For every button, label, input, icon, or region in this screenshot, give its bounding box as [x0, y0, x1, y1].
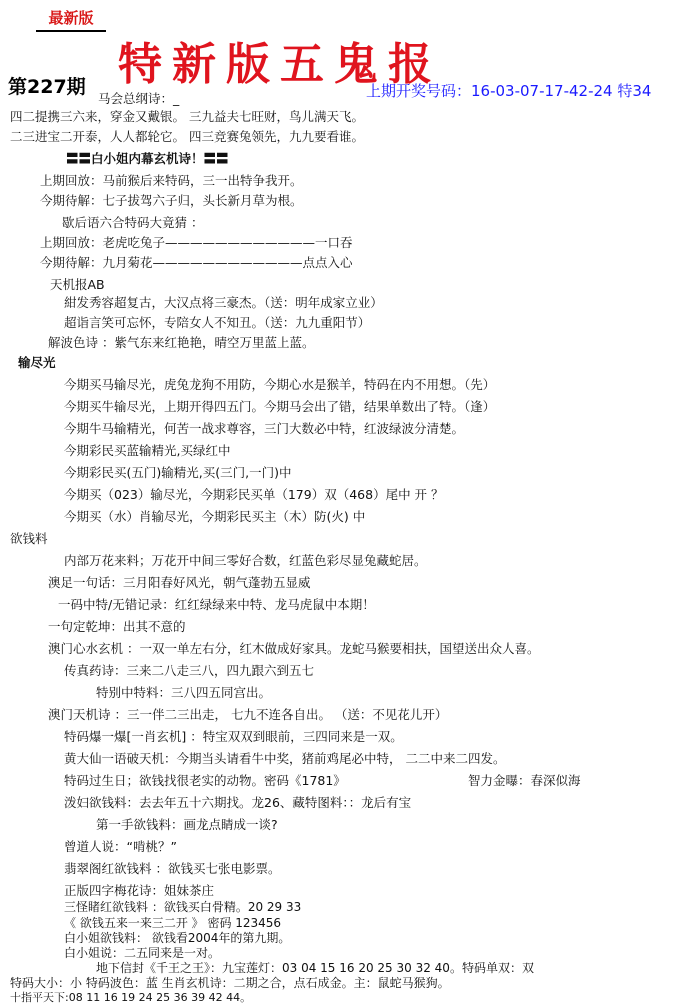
yuqian-line: 十指平天下:08 11 16 19 24 25 36 39 42 44。 — [10, 991, 252, 1004]
yuqian-line: 特码过生日；欲钱找很老实的动物。密码《1781》 — [64, 773, 346, 788]
shuguang-line: 今期买（水）肖输尽光，今期彩民买主（木）防(火) 中 — [64, 509, 366, 524]
tianji-line: 解波色诗 ：紫气东来红艳艳，晴空万里蓝上蓝。 — [48, 335, 315, 350]
yuqian-line: 曾道人说：“啃桃？” — [64, 839, 177, 854]
yuqian-line: 特别中特料：三八四五同宫出。 — [96, 685, 272, 700]
yuqian-line: 白小姐欲钱料： 欲钱看2004年的第九期。 — [64, 931, 291, 945]
shuguang-title: 输尽光 — [18, 355, 56, 370]
yuqian-line: 正版四字梅花诗：姐妹茶庄 — [64, 883, 215, 898]
last-draw-numbers: 上期开奖号码：16-03-07-17-42-24 特34 — [366, 82, 652, 100]
poem-title: 马会总纲诗：_ — [98, 91, 180, 106]
yuqian-line: 内部万花来料；万花开中间三零好合数，红蓝色彩尽显兔藏蛇居。 — [64, 553, 427, 568]
yuqian-line: 智力金曝：春深似海 — [468, 773, 581, 788]
shuguang-line: 今期买牛输尽光，上期开得四五门。今期马会出了错，结果单数出了特。（逢） — [64, 399, 496, 414]
yuqian-line: 第一手欲钱料：画龙点睛成一谈? — [96, 817, 278, 832]
tianji-line: 紺发秀容超复古，大汉点将三豪杰。（送：明年成家立业） — [64, 295, 383, 310]
poem-line: 二三进宝二开泰，人人都轮它。 四三竞赛兔领先，九九要看谁。 — [10, 129, 364, 144]
edition-badge: 最新版 — [36, 6, 106, 32]
double-bar-icon: 〓〓 — [203, 151, 229, 166]
poem-line: 四二提携三六来，穿金又戴银。 三九益夫七旺财，鸟儿满天飞。 — [10, 109, 364, 124]
xiehouyu-title: 歇后语六合特码大竟猜 ： — [62, 215, 204, 230]
yuqian-line: 特码爆一爆[一肖玄机] ：特宝双双到眼前，三四同来是一双。 — [64, 729, 403, 744]
yuqian-line: 地下信封《千王之王》：九宝莲灯：03 04 15 16 20 25 30 32 40。特码单双：双 — [96, 961, 534, 975]
shuguang-line: 今期彩民买(五门)输精光,买(三门,一门)中 — [64, 465, 292, 480]
yuqian-line: 澳门心水玄机 ：一双一单左右分，红木做成好家具。龙蛇马猴要相扶，国望送出众人喜。 — [48, 641, 540, 656]
xiehouyu-review: 上期回放：老虎吃兔子————————————一口吞 — [40, 235, 353, 250]
yuqian-line: 澳足一句话：三月阳春好风光，朝气蓬勃五显威 — [48, 575, 311, 590]
issue-number: 第227期 — [8, 76, 86, 98]
white-poem-title: 〓〓白小姐内幕玄机诗！〓〓 — [66, 151, 229, 166]
xiehouyu-interpret: 今期待解：九月菊花————————————点点入心 — [40, 255, 353, 270]
yuqian-line: 《 欲钱五来一来三二开 》 密码 123456 — [64, 916, 282, 930]
yuqian-line: 翡翠阁红欲钱料 ：欲钱买七张电影票。 — [64, 861, 281, 876]
yuqian-line: 一码中特/无错记录：红红绿绿来中特、龙马虎鼠中本期！ — [58, 597, 375, 612]
white-poem-interpret: 今期待解：七子拔驾六子归，头长新月草为根。 — [40, 193, 303, 208]
white-poem-review: 上期回放：马前猴后来特码，三一出特争我开。 — [40, 173, 303, 188]
shuguang-line: 今期买马输尽光，虎兔龙狗不用防，今期心水是猴羊，特码在内不用想。（先） — [64, 377, 496, 392]
yuqian-line: 一句定乾坤：出其不意的 — [48, 619, 186, 634]
yuqian-line: 泼妇欲钱料：去去年五十六期找。龙26、藏特图料：：龙后有宝 — [64, 795, 412, 810]
yuqian-line: 特码大小：小 特码波色：蓝 生肖玄机诗：二期之合，点石成金。主：鼠蛇马猴狗。 — [10, 976, 450, 990]
yuqian-line: 白小姐说：二五同来是一对。 — [64, 946, 221, 960]
shuguang-line: 今期牛马输精光，何苦一战求尊容，三门大数必中特，红波绿波分清楚。 — [64, 421, 465, 436]
yuqian-line: 传真药诗：三来二八走三八，四九跟六到五七 — [64, 663, 315, 678]
shuguang-line: 今期买（023）输尽光，今期彩民买单（179）双（468）尾中 开 ？ — [64, 487, 444, 502]
tianji-line: 超诣言笑可忘怀，专陪女人不知丑。（送：九九重阳节） — [64, 315, 371, 330]
shuguang-line: 今期彩民买蓝输精光,买绿红中 — [64, 443, 231, 458]
yuqian-line: 三怪睹红欲钱料 ：欲钱买白骨精。20 29 33 — [64, 900, 302, 914]
yuqian-title: 欲钱料 — [10, 531, 48, 546]
yuqian-line: 澳门天机诗 ：三一伴二三出走， 七九不连各自出。 （送：不见花儿开） — [48, 707, 448, 722]
yuqian-line: 黄大仙一语破天机：今期当头请看牛中奖，猪前鸡尾必中特， 二二中来二四发。 — [64, 751, 506, 766]
page-title: 特新版五鬼报 — [118, 39, 442, 90]
tianji-title: 天机报AB — [50, 277, 105, 292]
double-bar-icon: 〓〓 — [66, 151, 92, 166]
